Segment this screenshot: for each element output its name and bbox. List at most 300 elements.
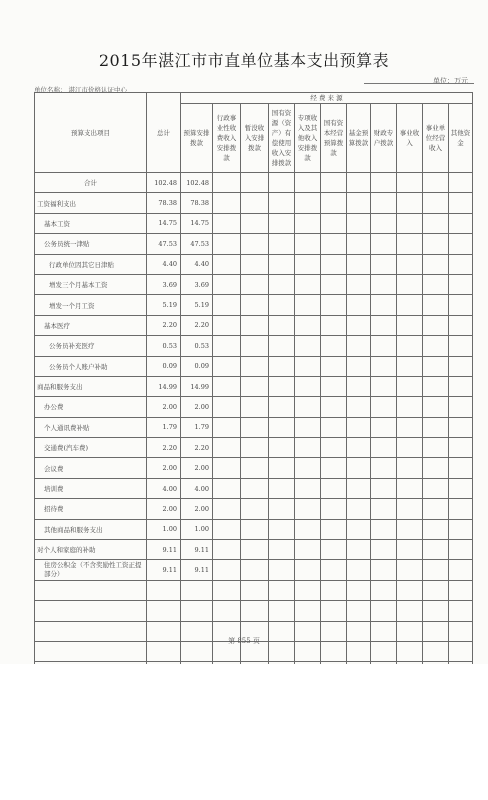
cell-empty (397, 417, 423, 437)
cell-empty (397, 560, 423, 580)
cell-empty (269, 499, 295, 519)
row-budget: 1.79 (181, 417, 213, 437)
cell-empty (269, 336, 295, 356)
col-header-admin-fee: 行政事业性收费收入安排拨款 (213, 104, 241, 173)
row-total: 9.11 (147, 540, 181, 560)
cell-empty (241, 336, 269, 356)
cell-empty (241, 478, 269, 498)
cell-empty (347, 580, 371, 600)
row-name: 个人通讯费补贴 (35, 417, 147, 437)
row-total (147, 601, 181, 621)
cell-empty (371, 213, 397, 233)
cell-empty (241, 274, 269, 294)
cell-empty (397, 295, 423, 315)
cell-empty (397, 315, 423, 335)
row-total: 1.00 (147, 519, 181, 539)
cell-empty (347, 254, 371, 274)
cell-empty (295, 234, 321, 254)
cell-empty (241, 173, 269, 193)
cell-empty (397, 274, 423, 294)
cell-empty (423, 376, 449, 396)
cell-empty (347, 295, 371, 315)
cell-empty (449, 356, 473, 376)
cell-empty (371, 173, 397, 193)
row-budget (181, 601, 213, 621)
row-name: 对个人和家庭的补助 (35, 540, 147, 560)
cell-empty (347, 315, 371, 335)
row-total (147, 580, 181, 600)
col-header-other: 其他资金 (449, 104, 473, 173)
cell-empty (423, 417, 449, 437)
cell-empty (295, 478, 321, 498)
cell-empty (397, 499, 423, 519)
cell-empty (213, 438, 241, 458)
cell-empty (423, 234, 449, 254)
row-name: 基本工资 (35, 213, 147, 233)
cell-empty (371, 274, 397, 294)
cell-empty (371, 478, 397, 498)
cell-empty (295, 254, 321, 274)
cell-empty (423, 336, 449, 356)
table-row (35, 376, 473, 396)
budget-table (34, 92, 473, 683)
table-row (35, 458, 473, 478)
cell-empty (449, 601, 473, 621)
col-header-item: 预算支出项目 (35, 93, 147, 173)
cell-empty (371, 193, 397, 213)
cell-empty (269, 173, 295, 193)
cell-empty (449, 193, 473, 213)
cell-empty (321, 560, 347, 580)
row-name: 会议费 (35, 458, 147, 478)
table-row (35, 193, 473, 213)
cell-empty (449, 397, 473, 417)
cell-empty (213, 478, 241, 498)
cell-empty (371, 417, 397, 437)
cell-empty (213, 580, 241, 600)
cell-empty (213, 336, 241, 356)
row-budget: 0.09 (181, 356, 213, 376)
cell-empty (321, 254, 347, 274)
cell-empty (423, 274, 449, 294)
table-row (35, 274, 473, 294)
row-budget: 2.00 (181, 458, 213, 478)
cell-empty (241, 193, 269, 213)
budget-table-wrap (34, 92, 472, 683)
cell-empty (269, 234, 295, 254)
cell-empty (347, 274, 371, 294)
col-header-funding-source: 经 费 来 源 (181, 93, 473, 104)
row-budget: 1.00 (181, 519, 213, 539)
cell-empty (295, 274, 321, 294)
cell-empty (347, 560, 371, 580)
cell-empty (241, 601, 269, 621)
cell-empty (295, 458, 321, 478)
cell-empty (241, 540, 269, 560)
row-name: 招待费 (35, 499, 147, 519)
cell-empty (371, 540, 397, 560)
cell-empty (241, 417, 269, 437)
cell-empty (295, 193, 321, 213)
cell-empty (397, 519, 423, 539)
table-row (35, 540, 473, 560)
cell-empty (295, 213, 321, 233)
cell-empty (321, 601, 347, 621)
cell-empty (397, 540, 423, 560)
cell-empty (449, 438, 473, 458)
cell-empty (213, 295, 241, 315)
table-row (35, 356, 473, 376)
unit-underline (364, 83, 474, 84)
row-budget: 78.38 (181, 193, 213, 213)
cell-empty (423, 173, 449, 193)
col-header-state-capital: 国有资本经营预算拨款 (321, 104, 347, 173)
cell-empty (423, 295, 449, 315)
row-total: 14.99 (147, 376, 181, 396)
cell-empty (241, 295, 269, 315)
table-row (35, 397, 473, 417)
cell-empty (397, 213, 423, 233)
cell-empty (269, 458, 295, 478)
cell-empty (371, 499, 397, 519)
cell-empty (269, 478, 295, 498)
cell-empty (269, 601, 295, 621)
cell-empty (347, 356, 371, 376)
cell-empty (371, 295, 397, 315)
cell-empty (449, 417, 473, 437)
table-row (35, 315, 473, 335)
table-row (35, 478, 473, 498)
table-row (35, 560, 473, 580)
cell-empty (295, 295, 321, 315)
cell-empty (371, 254, 397, 274)
row-total: 1.79 (147, 417, 181, 437)
row-total: 5.19 (147, 295, 181, 315)
row-name: 公务员个人账户补助 (35, 356, 147, 376)
col-header-fund: 基金预算拨款 (347, 104, 371, 173)
cell-empty (213, 601, 241, 621)
row-budget: 4.40 (181, 254, 213, 274)
table-row (35, 519, 473, 539)
col-header-total: 总计 (147, 93, 181, 173)
row-total: 0.53 (147, 336, 181, 356)
cell-empty (397, 478, 423, 498)
row-name (35, 601, 147, 621)
row-name: 办公费 (35, 397, 147, 417)
cell-empty (449, 336, 473, 356)
cell-empty (213, 499, 241, 519)
row-name: 公务员统一津贴 (35, 234, 147, 254)
cell-empty (213, 315, 241, 335)
cell-empty (449, 560, 473, 580)
cell-empty (241, 438, 269, 458)
row-total: 14.75 (147, 213, 181, 233)
table-row (35, 601, 473, 621)
table-row (35, 438, 473, 458)
table-row (35, 173, 473, 193)
table-row (35, 336, 473, 356)
cell-empty (321, 376, 347, 396)
cell-empty (347, 397, 371, 417)
cell-empty (241, 315, 269, 335)
row-budget: 3.69 (181, 274, 213, 294)
row-name: 商品和服务支出 (35, 376, 147, 396)
cell-empty (269, 213, 295, 233)
row-total: 78.38 (147, 193, 181, 213)
table-row (35, 580, 473, 600)
row-budget: 2.20 (181, 438, 213, 458)
cell-empty (371, 519, 397, 539)
cell-empty (371, 315, 397, 335)
cell-empty (423, 499, 449, 519)
cell-empty (321, 234, 347, 254)
cell-empty (321, 295, 347, 315)
row-budget: 2.00 (181, 397, 213, 417)
cell-empty (241, 519, 269, 539)
row-budget: 47.53 (181, 234, 213, 254)
cell-empty (449, 376, 473, 396)
cell-empty (449, 580, 473, 600)
cell-empty (269, 376, 295, 396)
cell-empty (321, 519, 347, 539)
row-total: 102.48 (147, 173, 181, 193)
row-budget: 9.11 (181, 560, 213, 580)
cell-empty (371, 336, 397, 356)
cell-empty (371, 438, 397, 458)
row-budget: 14.75 (181, 213, 213, 233)
cell-empty (241, 458, 269, 478)
row-name: 增发一个月工资 (35, 295, 147, 315)
cell-empty (269, 193, 295, 213)
cell-empty (213, 458, 241, 478)
row-total: 3.69 (147, 274, 181, 294)
cell-empty (397, 173, 423, 193)
cell-empty (423, 458, 449, 478)
row-name: 培训费 (35, 478, 147, 498)
row-name: 基本医疗 (35, 315, 147, 335)
cell-empty (347, 458, 371, 478)
cell-empty (397, 601, 423, 621)
cell-empty (269, 356, 295, 376)
cell-empty (213, 417, 241, 437)
cell-empty (397, 254, 423, 274)
cell-empty (347, 438, 371, 458)
cell-empty (347, 193, 371, 213)
row-total: 0.09 (147, 356, 181, 376)
cell-empty (423, 438, 449, 458)
cell-empty (269, 315, 295, 335)
cell-empty (347, 336, 371, 356)
cell-empty (371, 376, 397, 396)
org-name: 湛江市价格认证中心 (68, 86, 127, 94)
row-budget: 102.48 (181, 173, 213, 193)
cell-empty (213, 519, 241, 539)
table-row (35, 234, 473, 254)
cell-empty (269, 519, 295, 539)
cell-empty (241, 499, 269, 519)
cell-empty (213, 193, 241, 213)
cell-empty (295, 499, 321, 519)
cell-empty (213, 560, 241, 580)
row-name: 交通费(汽车费) (35, 438, 147, 458)
cell-empty (321, 173, 347, 193)
cell-empty (347, 519, 371, 539)
unit-label: 单位：万元 (433, 77, 468, 85)
cell-empty (397, 397, 423, 417)
cell-empty (423, 397, 449, 417)
table-row (35, 499, 473, 519)
cell-empty (321, 193, 347, 213)
cell-empty (321, 580, 347, 600)
cell-empty (371, 458, 397, 478)
cell-empty (213, 540, 241, 560)
cell-empty (449, 315, 473, 335)
cell-empty (397, 234, 423, 254)
row-total: 2.00 (147, 397, 181, 417)
row-name: 公务员补充医疗 (35, 336, 147, 356)
cell-empty (213, 274, 241, 294)
cell-empty (321, 478, 347, 498)
row-total: 2.20 (147, 438, 181, 458)
cell-empty (423, 356, 449, 376)
cell-empty (241, 560, 269, 580)
cell-empty (295, 560, 321, 580)
cell-empty (269, 254, 295, 274)
cell-empty (371, 234, 397, 254)
cell-empty (269, 274, 295, 294)
cell-empty (449, 213, 473, 233)
cell-empty (269, 417, 295, 437)
cell-empty (423, 315, 449, 335)
cell-empty (397, 193, 423, 213)
cell-empty (423, 193, 449, 213)
cell-empty (449, 234, 473, 254)
cell-empty (321, 315, 347, 335)
cell-empty (269, 295, 295, 315)
cell-empty (295, 173, 321, 193)
cell-empty (321, 438, 347, 458)
row-budget: 2.20 (181, 315, 213, 335)
row-budget: 9.11 (181, 540, 213, 560)
cell-empty (295, 376, 321, 396)
row-total: 2.00 (147, 458, 181, 478)
row-name: 合计 (35, 173, 147, 193)
cell-empty (423, 213, 449, 233)
row-total: 2.00 (147, 499, 181, 519)
col-header-temp: 暂没收入安排拨款 (241, 104, 269, 173)
cell-empty (449, 254, 473, 274)
cell-empty (213, 173, 241, 193)
cell-empty (321, 499, 347, 519)
cell-empty (321, 397, 347, 417)
cell-empty (295, 336, 321, 356)
cell-empty (213, 213, 241, 233)
cell-empty (295, 397, 321, 417)
cell-empty (397, 356, 423, 376)
cell-empty (321, 213, 347, 233)
row-name: 工资福利支出 (35, 193, 147, 213)
row-total: 4.40 (147, 254, 181, 274)
table-row (35, 295, 473, 315)
cell-empty (295, 580, 321, 600)
col-header-business-income: 事业收入 (397, 104, 423, 173)
cell-empty (321, 336, 347, 356)
cell-empty (295, 417, 321, 437)
cell-empty (321, 356, 347, 376)
cell-empty (269, 540, 295, 560)
cell-empty (449, 295, 473, 315)
cell-empty (213, 254, 241, 274)
cell-empty (397, 580, 423, 600)
col-header-unit-operating: 事业单位经营收入 (423, 104, 449, 173)
row-total: 9.11 (147, 560, 181, 580)
cell-empty (347, 376, 371, 396)
cell-empty (241, 234, 269, 254)
cell-empty (423, 601, 449, 621)
cell-empty (397, 438, 423, 458)
page-title: 2015年湛江市市直单位基本支出预算表 (98, 51, 390, 70)
org-label: 单位名称： (34, 86, 67, 94)
cell-empty (449, 274, 473, 294)
cell-empty (241, 356, 269, 376)
row-name: 行政单位因其它日津贴 (35, 254, 147, 274)
table-row (35, 417, 473, 437)
page-number: 第 855 页 (228, 637, 260, 645)
cell-empty (371, 397, 397, 417)
cell-empty (423, 519, 449, 539)
cell-empty (449, 519, 473, 539)
row-budget: 4.00 (181, 478, 213, 498)
row-budget: 0.53 (181, 336, 213, 356)
cell-empty (423, 560, 449, 580)
cell-empty (371, 601, 397, 621)
cell-empty (213, 234, 241, 254)
col-header-special-income: 专项收入及其他收入安排拨款 (295, 104, 321, 173)
cell-empty (423, 254, 449, 274)
blank-margin (0, 664, 488, 800)
cell-empty (371, 356, 397, 376)
cell-empty (347, 213, 371, 233)
cell-empty (449, 499, 473, 519)
cell-empty (295, 601, 321, 621)
row-budget: 14.99 (181, 376, 213, 396)
cell-empty (397, 376, 423, 396)
row-budget: 5.19 (181, 295, 213, 315)
table-row (35, 213, 473, 233)
cell-empty (347, 478, 371, 498)
cell-empty (347, 601, 371, 621)
cell-empty (347, 540, 371, 560)
cell-empty (213, 376, 241, 396)
cell-empty (269, 560, 295, 580)
cell-empty (269, 397, 295, 417)
cell-empty (241, 580, 269, 600)
cell-empty (371, 560, 397, 580)
row-total: 4.00 (147, 478, 181, 498)
cell-empty (295, 356, 321, 376)
cell-empty (295, 438, 321, 458)
row-total: 2.20 (147, 315, 181, 335)
row-total: 47.53 (147, 234, 181, 254)
col-header-state-assets: 国有资源（资产）有偿使用收入安排拨款 (269, 104, 295, 173)
cell-empty (371, 580, 397, 600)
cell-empty (397, 336, 423, 356)
cell-empty (321, 274, 347, 294)
cell-empty (295, 519, 321, 539)
cell-empty (347, 499, 371, 519)
row-budget: 2.00 (181, 499, 213, 519)
cell-empty (241, 397, 269, 417)
